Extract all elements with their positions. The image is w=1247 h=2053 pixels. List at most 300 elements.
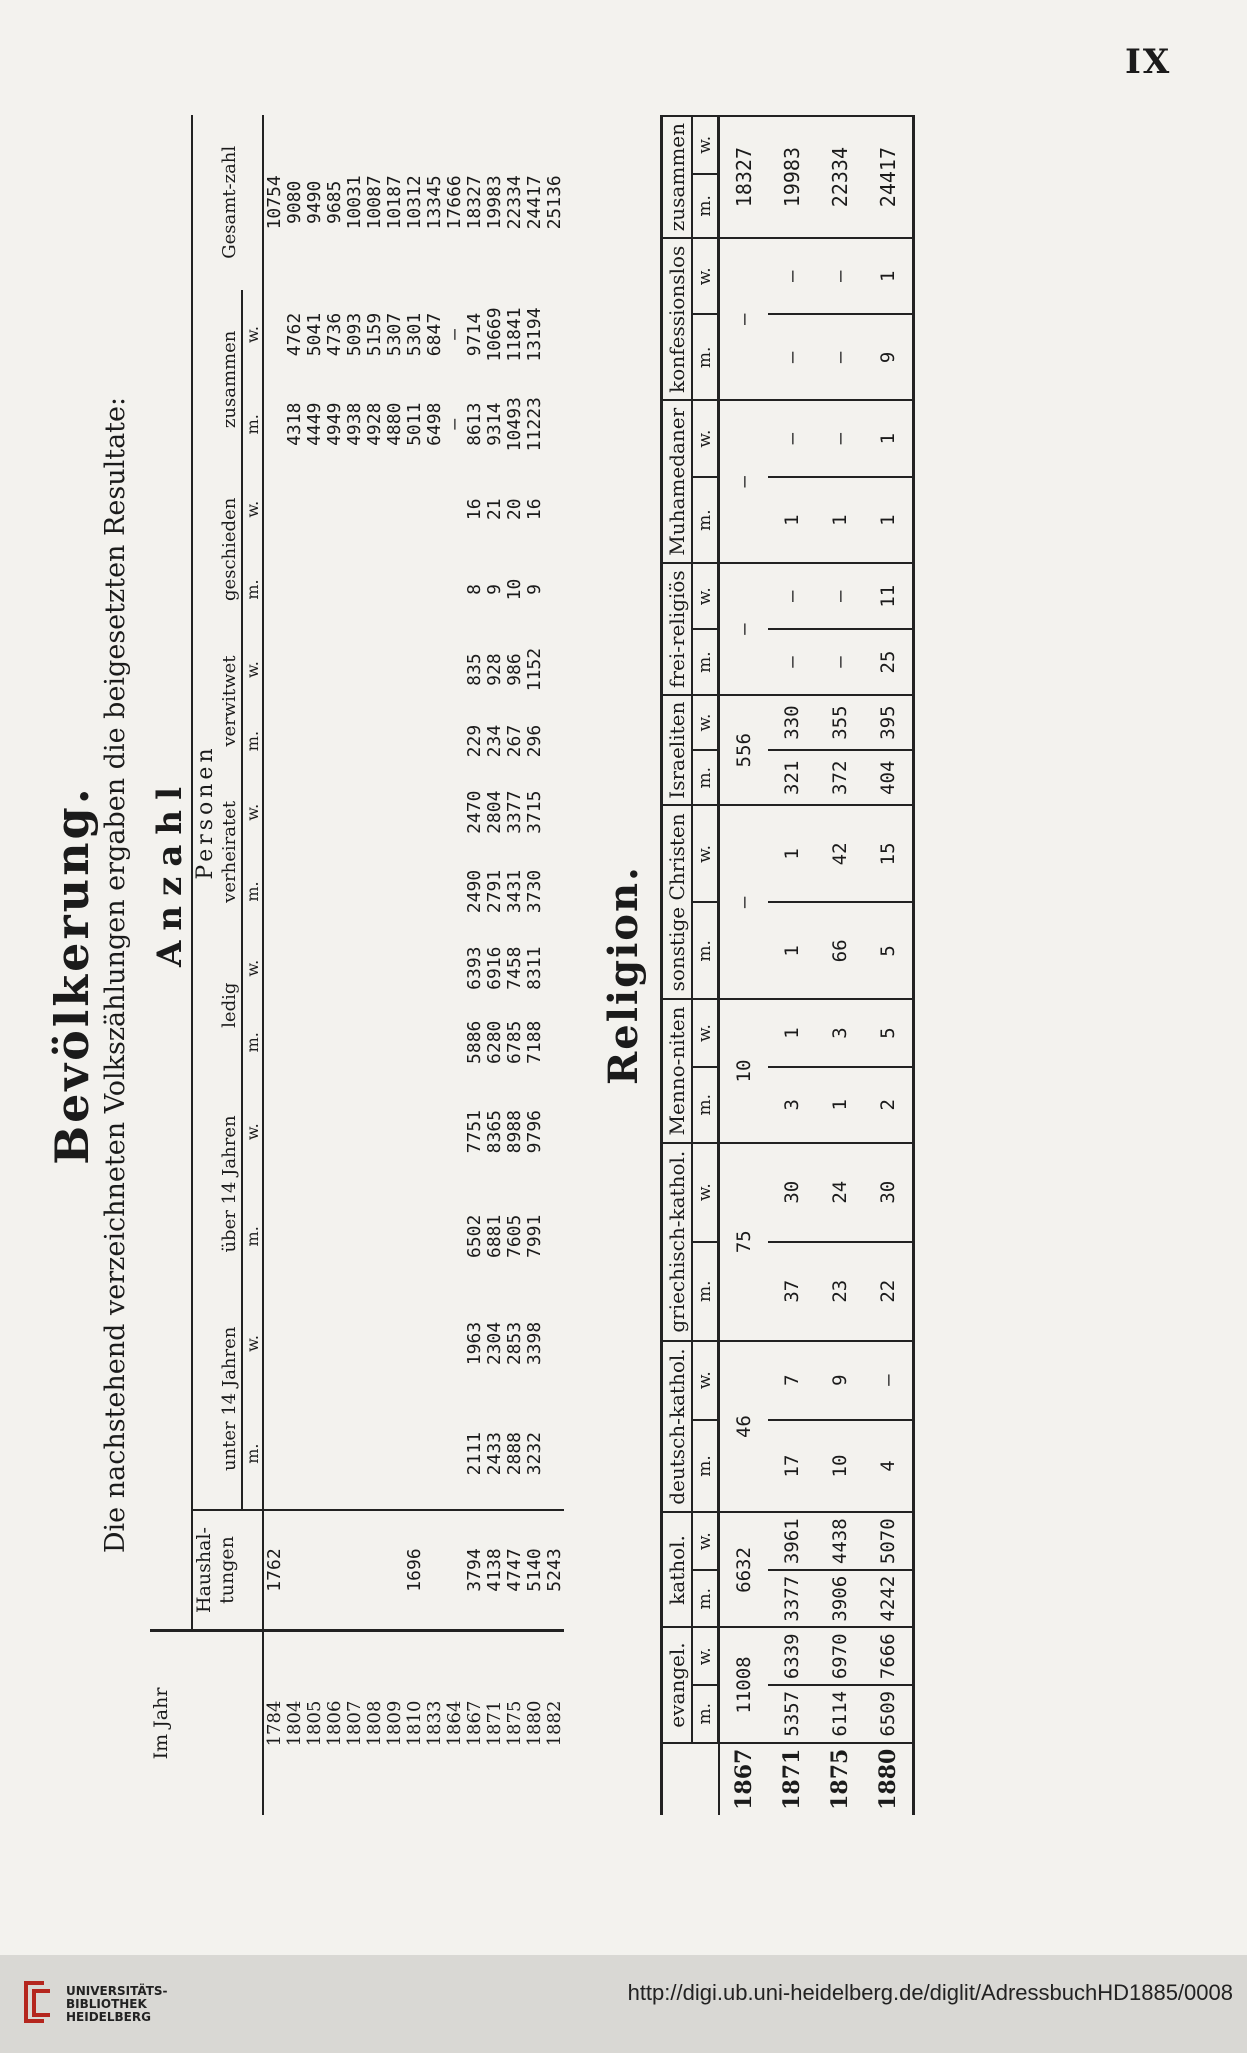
value-cell: 2	[864, 1067, 914, 1143]
value-cell	[384, 852, 404, 931]
value-cell	[324, 931, 344, 1005]
value-cell: 2853	[503, 1321, 525, 1366]
table-row	[344, 115, 364, 1815]
total-cell: 9490	[303, 180, 325, 224]
year-cell: 1875	[504, 1631, 524, 1816]
year-col-header	[662, 1743, 719, 1815]
value-cell: 21	[483, 498, 505, 521]
total-cell: 18327	[463, 175, 485, 230]
value-cell: 10493	[503, 397, 525, 452]
value-cell	[284, 931, 304, 1005]
value-cell: 10	[816, 1420, 864, 1513]
value-cell: 4928	[363, 402, 385, 446]
total-cell: 24417	[864, 116, 914, 238]
year-cell: 1804	[284, 1631, 304, 1816]
value-cell	[444, 773, 464, 852]
group-header: unter 14 Jahren	[219, 1289, 242, 1510]
year-cell: 1807	[344, 1631, 364, 1816]
year-cell: 1833	[424, 1631, 444, 1816]
value-cell	[424, 931, 444, 1005]
year-cell: 1867	[719, 1743, 769, 1815]
value-cell	[364, 931, 384, 1005]
value-cell	[384, 773, 404, 852]
value-cell	[544, 1079, 564, 1184]
table-row	[404, 115, 424, 1815]
male-subheader: m.	[242, 1184, 263, 1289]
value-cell: 6339	[768, 1627, 816, 1685]
source-url-link[interactable]: http://digi.ub.uni-heidelberg.de/diglit/AdressbuchHD1885/0008	[627, 1980, 1233, 2005]
group-header: verwitwet	[219, 630, 242, 773]
value-cell	[384, 1398, 404, 1510]
total-cell: 10312	[403, 175, 425, 230]
value-cell: 23	[816, 1242, 864, 1341]
value-cell	[424, 630, 444, 710]
value-cell: 3431	[503, 869, 525, 914]
religion-group-header: Israeliten	[662, 695, 693, 805]
households-cell	[364, 1510, 384, 1631]
year-cell: 1882	[544, 1631, 564, 1816]
year-cell: 1784	[263, 1631, 284, 1816]
value-cell	[263, 1079, 284, 1184]
merged-value-cell: —	[719, 238, 769, 400]
anzahl-header: Anzahl	[150, 776, 190, 968]
households-cell	[344, 1510, 364, 1631]
value-cell	[344, 1289, 364, 1399]
value-cell	[444, 469, 464, 549]
value-cell: —	[816, 314, 864, 400]
value-cell	[344, 931, 364, 1005]
value-cell: 7188	[523, 1020, 545, 1064]
value-cell: 7991	[523, 1214, 545, 1259]
value-cell	[324, 773, 344, 852]
value-cell: 5307	[383, 312, 405, 357]
households-cell: 4747	[504, 1510, 524, 1631]
table-row	[504, 115, 524, 1815]
value-cell: 1	[816, 1067, 864, 1143]
value-cell	[364, 773, 384, 852]
value-cell	[284, 852, 304, 931]
value-cell: 3906	[816, 1570, 864, 1628]
value-cell: 13194	[523, 307, 545, 362]
value-cell	[544, 1184, 564, 1289]
value-cell: 1	[768, 999, 816, 1066]
value-cell: 395	[864, 695, 914, 750]
male-subheader: m.	[692, 174, 719, 239]
male-subheader: m.	[242, 1005, 263, 1079]
value-cell	[324, 852, 344, 931]
group-header: geschieden	[219, 469, 242, 630]
female-subheader: w.	[692, 805, 719, 902]
religion-group-header: kathol.	[662, 1512, 693, 1627]
value-cell	[444, 710, 464, 773]
male-subheader: m.	[692, 477, 719, 563]
value-cell: 928	[483, 653, 505, 686]
households-cell: 1762	[263, 1510, 284, 1631]
households-cell: 4138	[484, 1510, 504, 1631]
total-cell: 9685	[323, 180, 345, 224]
value-cell: 8988	[503, 1109, 525, 1154]
value-cell: 2111	[463, 1431, 485, 1476]
value-cell	[404, 710, 424, 773]
year-cell: 1864	[444, 1631, 464, 1816]
value-cell: 4449	[303, 402, 325, 446]
female-subheader: w.	[242, 290, 263, 380]
value-cell	[324, 630, 344, 710]
value-cell: 37	[768, 1242, 816, 1341]
female-subheader: w.	[692, 695, 719, 750]
value-cell: 404	[864, 750, 914, 805]
value-cell: 25	[864, 629, 914, 695]
value-cell: 6393	[463, 946, 485, 990]
value-cell	[263, 379, 284, 469]
value-cell	[263, 773, 284, 852]
value-cell	[324, 549, 344, 629]
value-cell: 1	[864, 477, 914, 563]
value-cell: —	[443, 329, 465, 340]
value-cell	[544, 773, 564, 852]
value-cell	[263, 1398, 284, 1510]
total-cell: 10187	[383, 175, 405, 230]
female-subheader: w.	[692, 1512, 719, 1570]
value-cell	[544, 1005, 564, 1079]
value-cell	[344, 852, 364, 931]
value-cell: 4	[864, 1420, 914, 1513]
value-cell: 835	[463, 653, 485, 686]
value-cell	[444, 931, 464, 1005]
male-subheader: m.	[242, 1398, 263, 1510]
table-row	[324, 115, 344, 1815]
library-name: UNIVERSITÄTS- BIBLIOTHEK HEIDELBERG	[66, 1984, 168, 2024]
value-cell	[404, 852, 424, 931]
year-cell: 1810	[404, 1631, 424, 1816]
value-cell: 5357	[768, 1685, 816, 1743]
value-cell: 15	[864, 805, 914, 902]
value-cell: —	[443, 418, 465, 430]
value-cell: 42	[816, 805, 864, 902]
table-row	[424, 115, 444, 1815]
value-cell	[304, 852, 324, 931]
page-subtitle: Die nachstehend verzeichneten Volkszählungen ergaben die beigesetzten Resultate:	[100, 396, 131, 1554]
value-cell	[364, 1079, 384, 1184]
households-cell: 5140	[524, 1510, 544, 1631]
value-cell: 1	[816, 477, 864, 563]
value-cell: 11223	[523, 397, 545, 452]
value-cell	[304, 1005, 324, 1079]
male-subheader: m.	[242, 710, 263, 773]
value-cell	[424, 852, 444, 931]
value-cell: 1	[768, 805, 816, 902]
value-cell	[304, 1398, 324, 1510]
value-cell	[284, 1398, 304, 1510]
value-cell: 5093	[343, 312, 365, 357]
value-cell	[344, 630, 364, 710]
value-cell: 6114	[816, 1685, 864, 1743]
value-cell	[404, 630, 424, 710]
religion-table	[660, 115, 915, 1815]
male-subheader: m.	[692, 750, 719, 805]
value-cell	[544, 852, 564, 931]
col-total-header: Gesamt-zahl	[219, 115, 263, 290]
value-cell: 22	[864, 1242, 914, 1341]
total-cell: 19983	[768, 116, 816, 238]
value-cell: 6502	[463, 1214, 485, 1259]
table-row	[544, 115, 564, 1815]
value-cell: 4242	[864, 1570, 914, 1628]
religion-group-header: evangel.	[662, 1627, 693, 1742]
value-cell: 5301	[403, 312, 425, 357]
rotated-content	[0, 35, 1150, 1915]
value-cell: 2888	[503, 1431, 525, 1476]
female-subheader: w.	[692, 238, 719, 314]
year-cell: 1805	[304, 1631, 324, 1816]
value-cell	[344, 773, 364, 852]
total-cell: 24417	[523, 175, 545, 230]
value-cell: 1	[768, 902, 816, 999]
female-subheader: w.	[692, 1143, 719, 1242]
value-cell	[344, 1079, 364, 1184]
total-cell: 10031	[343, 175, 365, 230]
value-cell: 7666	[864, 1627, 914, 1685]
total-cell: 18327	[719, 116, 769, 238]
value-cell: 2304	[483, 1321, 505, 1366]
value-cell: 8	[463, 584, 485, 595]
male-subheader: m.	[692, 1685, 719, 1743]
personen-header: Personen	[192, 744, 218, 880]
value-cell: 17	[768, 1420, 816, 1513]
value-cell	[284, 773, 304, 852]
value-cell: 1963	[463, 1321, 485, 1366]
col-households-header: Haushal-tungen	[192, 1510, 263, 1631]
value-cell: 2804	[483, 790, 505, 834]
value-cell: 4438	[816, 1512, 864, 1570]
value-cell: 1152	[523, 647, 545, 692]
value-cell: 8311	[523, 946, 545, 990]
value-cell	[304, 549, 324, 629]
value-cell: 7605	[503, 1214, 525, 1259]
value-cell	[384, 1005, 404, 1079]
value-cell	[544, 1289, 564, 1399]
female-subheader: w.	[692, 999, 719, 1066]
value-cell: 8365	[483, 1109, 505, 1154]
value-cell: 1	[864, 400, 914, 477]
value-cell: 5	[864, 999, 914, 1066]
value-cell: 3377	[503, 790, 525, 834]
value-cell	[263, 852, 284, 931]
value-cell	[424, 1079, 444, 1184]
value-cell: 6916	[483, 946, 505, 990]
value-cell: —	[816, 238, 864, 314]
value-cell: 2470	[463, 790, 485, 834]
households-cell	[304, 1510, 324, 1631]
group-header: zusammen	[219, 290, 242, 469]
page-title: Bevölkerung.	[45, 785, 99, 1165]
value-cell: 2791	[483, 869, 505, 914]
value-cell	[424, 469, 444, 549]
male-subheader: m.	[692, 1067, 719, 1143]
value-cell: 8613	[463, 402, 485, 446]
households-cell: 5243	[544, 1510, 564, 1631]
value-cell	[263, 290, 284, 380]
value-cell	[444, 1184, 464, 1289]
value-cell: 7751	[463, 1109, 485, 1154]
value-cell: 3398	[523, 1321, 545, 1366]
value-cell	[424, 1289, 444, 1399]
total-cell: 22334	[816, 116, 864, 238]
value-cell	[424, 773, 444, 852]
value-cell: 229	[463, 724, 485, 758]
value-cell: 9	[483, 584, 505, 595]
value-cell	[364, 1005, 384, 1079]
total-cell: 10754	[263, 175, 285, 230]
religion-group-header: Menno-niten	[662, 999, 693, 1142]
households-cell	[324, 1510, 344, 1631]
value-cell: 321	[768, 750, 816, 805]
merged-value-cell: 11008	[719, 1627, 769, 1742]
value-cell: 11	[864, 563, 914, 629]
value-cell	[304, 630, 324, 710]
female-subheader: w.	[242, 630, 263, 710]
value-cell: 6970	[816, 1627, 864, 1685]
religion-row	[719, 116, 769, 1815]
value-cell	[304, 710, 324, 773]
households-cell: 1696	[404, 1510, 424, 1631]
total-cell: 22334	[503, 175, 525, 230]
value-cell	[384, 710, 404, 773]
value-cell: 20	[503, 498, 525, 521]
value-cell	[384, 549, 404, 629]
value-cell	[404, 1184, 424, 1289]
year-cell: 1871	[484, 1631, 504, 1816]
value-cell: 7	[768, 1341, 816, 1420]
library-footer	[0, 1955, 1247, 2053]
value-cell: 9	[864, 314, 914, 400]
table-row	[304, 115, 324, 1815]
year-cell: 1880	[864, 1743, 914, 1815]
value-cell	[424, 1184, 444, 1289]
value-cell	[344, 469, 364, 549]
value-cell: 5159	[363, 312, 385, 357]
merged-value-cell: 6632	[719, 1512, 769, 1627]
value-cell: 6509	[864, 1685, 914, 1743]
value-cell	[284, 1289, 304, 1399]
value-cell: 986	[503, 653, 525, 686]
religion-group-header: griechisch-kathol.	[662, 1143, 693, 1341]
value-cell: 6847	[423, 312, 445, 357]
value-cell	[444, 630, 464, 710]
value-cell: 3377	[768, 1570, 816, 1628]
value-cell	[344, 1184, 364, 1289]
total-cell: 9080	[283, 180, 305, 224]
value-cell	[364, 710, 384, 773]
value-cell: —	[816, 400, 864, 477]
value-cell: 6785	[503, 1020, 525, 1064]
value-cell: 10	[503, 578, 525, 601]
value-cell	[384, 1184, 404, 1289]
value-cell: 2490	[463, 869, 485, 914]
female-subheader: w.	[692, 1341, 719, 1420]
table-row	[444, 115, 464, 1815]
value-cell	[304, 1184, 324, 1289]
value-cell: 5	[864, 902, 914, 999]
year-cell: 1880	[524, 1631, 544, 1816]
merged-value-cell: 46	[719, 1341, 769, 1513]
value-cell	[424, 710, 444, 773]
female-subheader: w.	[242, 773, 263, 852]
value-cell: 30	[864, 1143, 914, 1242]
religion-group-header: Muhamedaner	[662, 400, 693, 563]
value-cell: 267	[503, 724, 525, 758]
value-cell	[364, 852, 384, 931]
table-row	[484, 115, 504, 1815]
value-cell	[544, 931, 564, 1005]
value-cell	[544, 379, 564, 469]
male-subheader: m.	[242, 549, 263, 629]
table-row	[284, 115, 304, 1815]
value-cell	[324, 1079, 344, 1184]
value-cell	[404, 1005, 424, 1079]
value-cell: 6280	[483, 1020, 505, 1064]
religion-group-header: frei-religiös	[662, 563, 693, 695]
value-cell	[284, 1079, 304, 1184]
value-cell: 5886	[463, 1020, 485, 1064]
value-cell	[404, 773, 424, 852]
value-cell: 1	[768, 477, 816, 563]
total-cell: 17666	[443, 175, 465, 230]
value-cell: 2433	[483, 1431, 505, 1476]
value-cell	[304, 773, 324, 852]
value-cell	[304, 1289, 324, 1399]
value-cell: —	[768, 629, 816, 695]
value-cell: 9314	[483, 402, 505, 446]
value-cell	[263, 1184, 284, 1289]
male-subheader: m.	[242, 852, 263, 931]
value-cell	[424, 1398, 444, 1510]
male-subheader: m.	[692, 629, 719, 695]
value-cell	[324, 469, 344, 549]
value-cell	[263, 1289, 284, 1399]
female-subheader: w.	[242, 1079, 263, 1184]
value-cell	[263, 1005, 284, 1079]
households-cell	[384, 1510, 404, 1631]
value-cell	[263, 630, 284, 710]
value-cell	[263, 549, 284, 629]
male-subheader: m.	[692, 314, 719, 400]
value-cell: 24	[816, 1143, 864, 1242]
value-cell	[444, 1289, 464, 1399]
value-cell	[444, 549, 464, 629]
year-cell: 1808	[364, 1631, 384, 1816]
value-cell	[364, 1184, 384, 1289]
value-cell	[304, 1079, 324, 1184]
value-cell: 3	[768, 1067, 816, 1143]
value-cell: 3961	[768, 1512, 816, 1570]
value-cell	[263, 469, 284, 549]
value-cell	[364, 549, 384, 629]
value-cell	[263, 931, 284, 1005]
female-subheader: w.	[692, 563, 719, 629]
religion-title: Religion.	[600, 865, 647, 1085]
value-cell	[544, 290, 564, 380]
merged-value-cell: —	[719, 805, 769, 999]
value-cell	[424, 549, 444, 629]
value-cell	[444, 852, 464, 931]
group-header: über 14 Jahren	[219, 1079, 242, 1288]
value-cell	[284, 710, 304, 773]
households-cell	[444, 1510, 464, 1631]
table-row	[364, 115, 384, 1815]
value-cell: 1	[864, 238, 914, 314]
male-subheader: m.	[242, 379, 263, 469]
